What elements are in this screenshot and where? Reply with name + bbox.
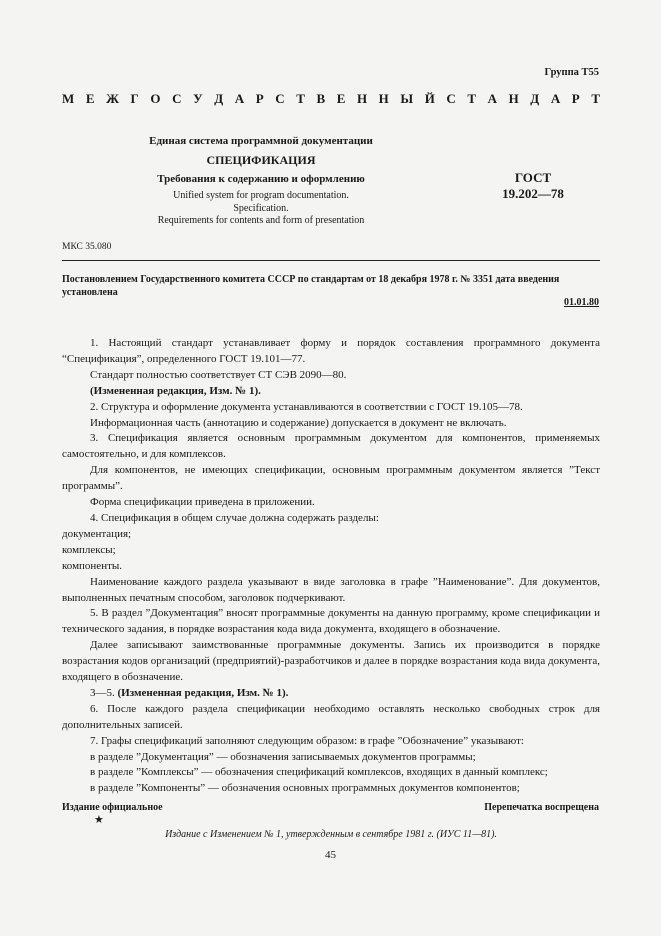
heading-letter: С — [172, 91, 182, 106]
heading-letter: У — [193, 91, 203, 106]
list-item: документация; — [62, 527, 132, 540]
english-title-line: Specification. — [233, 202, 289, 214]
standard-type-heading — [62, 91, 600, 107]
paragraph: 3. Спецификация является основным программным документом для компонентов, применяемых самостоятельно, и для комплексов. — [62, 432, 600, 461]
paragraph: 6. После каждого раздела спецификации необходимо оставлять несколько свободных строк для дополнительных записей. — [62, 702, 600, 731]
heading-letter: А — [234, 91, 245, 106]
english-title — [140, 190, 382, 228]
heading-letter: Д — [214, 91, 224, 106]
gost-number — [483, 170, 583, 202]
heading-letter: О — [150, 91, 161, 106]
heading-letter: Т — [467, 91, 477, 106]
star-icon: ★ — [94, 814, 104, 826]
heading-letter: Е — [85, 91, 95, 106]
heading-letter: Е — [336, 91, 346, 106]
paragraph: Далее записывают заимствованные программные документы. Запись их производится в порядке возрастания кодов организаций (предприятий)-разработчиков и далее в порядке возрастания кода вида документа, входящего в обозначение. — [62, 639, 600, 684]
divider-line — [62, 260, 600, 261]
heading-letter: Т — [296, 91, 305, 106]
heading-letter: Н — [378, 91, 389, 106]
paragraph: 5. В раздел ”Документация” вносят программные документы на данную программу, кроме спецификации и технического задания, в порядке возрастания кода вида документа, входящего в обозначение. — [62, 607, 600, 636]
heading-letter: В — [316, 91, 326, 106]
heading-letter: Р — [255, 91, 264, 106]
paragraph: в разделе ”Компоненты” — обозначения основных программных документов компонентов; — [90, 782, 520, 795]
list-item: комплексы; — [62, 543, 116, 556]
gost-code: 19.202—78 — [502, 186, 564, 201]
heading-letter: А — [487, 91, 498, 106]
group-code: Группа Т55 — [544, 67, 599, 78]
heading-letter: С — [275, 91, 285, 106]
paragraph: Информационная часть (аннотацию и содержание) допускается в документ не включать. — [90, 416, 507, 429]
gost-label: ГОСТ — [514, 170, 552, 185]
paragraph: 1. Настоящий стандарт устанавливает форму и порядок составления программного документа “Спецификация”, определенного ГОСТ 19.101—77. — [62, 337, 600, 365]
reprint-prohibited-label: Перепечатка воспрещена — [484, 802, 599, 813]
paragraph: 4. Спецификация в общем случае должна содержать разделы: — [90, 511, 379, 524]
heading-letter: Й — [424, 91, 435, 106]
list-item: компоненты. — [62, 559, 123, 572]
english-title-line: Requirements for contents and form of presentation — [157, 215, 365, 226]
paragraph: 2. Структура и оформление документа устанавливаются в соответствии с ГОСТ 19.105—78. — [90, 400, 523, 413]
heading-letter: Н — [508, 91, 519, 106]
paragraph: в разделе ”Документация” — обозначения записываемых документов программы; — [90, 750, 476, 763]
heading-letter: Ы — [400, 91, 414, 106]
heading-letter: Ж — [106, 91, 119, 106]
document-name: СПЕЦИФИКАЦИЯ — [206, 153, 316, 167]
official-edition-label: Издание официальное — [62, 802, 163, 813]
system-title: Единая система программной документации — [149, 135, 373, 147]
paragraph: Форма спецификации приведена в приложении. — [90, 496, 315, 509]
page-number: 45 — [325, 849, 336, 861]
paragraph: Наименование каждого раздела указывают в виде заголовка в графе ”Наименование”. Для документов, выполненных печатным способом, заголовок подчеркивают. — [62, 575, 600, 604]
document-body — [62, 336, 600, 797]
amendment-note — [62, 686, 600, 702]
heading-letter: Н — [356, 91, 368, 106]
heading-letter: А — [550, 91, 561, 106]
heading-letter: Д — [530, 91, 540, 106]
heading-letter: С — [446, 91, 456, 106]
heading-letter: Г — [130, 91, 139, 106]
edition-note: Издание с Изменением № 1, утвержденным в сентябре 1981 г. (ИУС 11—81). — [165, 829, 497, 840]
heading-letter: Т — [591, 91, 600, 106]
amendment-text: (Измененная редакция, Изм. № 1). — [117, 686, 289, 699]
english-title-line: Unified system for program documentation. — [173, 190, 349, 201]
heading-letter: М — [62, 91, 75, 106]
decree-text: Постановлением Государственного комитета СССР по стандартам от 18 декабря 1978 г. № 3351 дата введения установлена — [62, 274, 560, 298]
paragraph: в разделе ”Комплексы” — обозначения спецификаций комплексов, входящих в данный комплекс; — [90, 766, 548, 779]
document-subtitle: Требования к содержанию и оформлению — [157, 173, 365, 185]
paragraph: Для компонентов, не имеющих спецификации, основным программным документом является ”Текст программы”. — [62, 464, 600, 493]
introduction-date: 01.01.80 — [564, 297, 599, 308]
amendment-prefix: 3—5. — [90, 686, 118, 699]
heading-letter: Р — [571, 91, 580, 106]
document-title-block — [140, 134, 382, 228]
amendment-note: (Измененная редакция, Изм. № 1). — [90, 384, 261, 397]
paragraph: Стандарт полностью соответствует СТ СЭВ 2090—80. — [90, 368, 347, 381]
paragraph: 7. Графы спецификаций заполняют следующим образом: в графе ”Обозначение” указывают: — [90, 734, 524, 747]
mks-code: МКС 35.080 — [62, 242, 112, 252]
